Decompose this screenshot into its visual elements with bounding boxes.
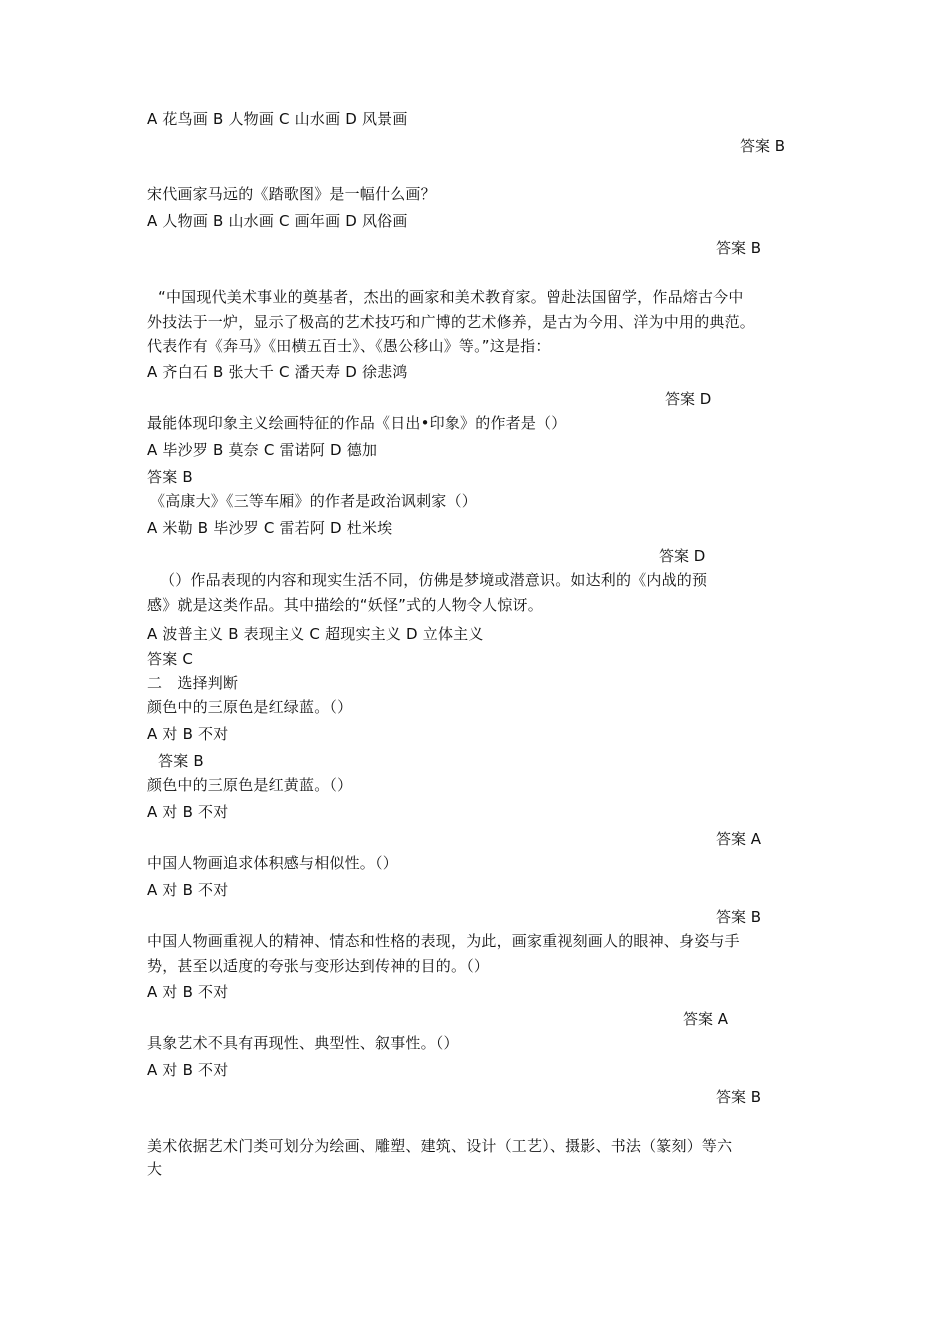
question-text: 中国人物画重视人的精神、情态和性格的表现，为此，画家重视刻画人的眼神、身姿与手 bbox=[147, 932, 740, 950]
answer-label: 答案 B bbox=[147, 468, 193, 486]
question-options: A 对 B 不对 bbox=[147, 1061, 229, 1079]
question-text: 代表作有《奔马》《田横五百士》、《愚公移山》等。”这是指： bbox=[147, 337, 551, 355]
question-text: 外技法于一炉，显示了极高的艺术技巧和广博的艺术修养，是古为今用、洋为中用的典范。 bbox=[147, 313, 756, 331]
question-options: A 米勒 B 毕沙罗 C 雷若阿 D 杜米埃 bbox=[147, 519, 393, 537]
answer-label: 答案 B bbox=[158, 752, 204, 770]
question-options: A 波普主义 B 表现主义 C 超现实主义 D 立体主义 bbox=[147, 625, 484, 643]
answer-label: 答案 B bbox=[740, 137, 786, 155]
question-text: “中国现代美术事业的奠基者，杰出的画家和美术教育家。曾赴法国留学，作品熔古今中 bbox=[158, 288, 744, 306]
question-options: A 对 B 不对 bbox=[147, 803, 229, 821]
question-options: A 对 B 不对 bbox=[147, 983, 229, 1001]
answer-label: 答案 D bbox=[665, 390, 712, 408]
answer-label: 答案 A bbox=[683, 1010, 729, 1028]
question-text: 势，甚至以适度的夸张与变形达到传神的目的。（） bbox=[147, 957, 490, 975]
question-options: A 对 B 不对 bbox=[147, 725, 229, 743]
question-text: 《高康大》《三等车厢》的作者是政治讽刺家（） bbox=[150, 492, 477, 510]
question-options: A 花鸟画 B 人物画 C 山水画 D 风景画 bbox=[147, 110, 408, 128]
section-heading: 二 选择判断 bbox=[147, 674, 239, 692]
question-text: （）作品表现的内容和现实生活不同，仿佛是梦境或潜意识。如达利的《内战的预 bbox=[160, 571, 708, 589]
answer-label: 答案 D bbox=[659, 547, 706, 565]
question-options: A 人物画 B 山水画 C 画年画 D 风俗画 bbox=[147, 212, 408, 230]
question-text: 大 bbox=[147, 1160, 163, 1178]
question-options: A 毕沙罗 B 莫奈 C 雷诺阿 D 德加 bbox=[147, 441, 378, 459]
question-text: 具象艺术不具有再现性、典型性、叙事性。（） bbox=[147, 1034, 459, 1052]
question-options: A 齐白石 B 张大千 C 潘天寿 D 徐悲鸿 bbox=[147, 363, 408, 381]
answer-label: 答案 B bbox=[716, 908, 762, 926]
question-text: 感》就是这类作品。其中描绘的“妖怪”式的人物令人惊讶。 bbox=[147, 596, 543, 614]
question-text: 宋代画家马远的《踏歌图》是一幅什么画？ bbox=[147, 185, 436, 203]
answer-label: 答案 B bbox=[716, 239, 762, 257]
answer-label: 答案 A bbox=[716, 830, 762, 848]
answer-label: 答案 C bbox=[147, 650, 194, 668]
answer-label: 答案 B bbox=[716, 1088, 762, 1106]
question-text: 美术依据艺术门类可划分为绘画、雕塑、建筑、设计（工艺）、摄影、书法（篆刻）等六 bbox=[147, 1137, 733, 1155]
question-text: 颜色中的三原色是红绿蓝。（） bbox=[147, 698, 353, 716]
question-text: 颜色中的三原色是红黄蓝。（） bbox=[147, 776, 353, 794]
question-options: A 对 B 不对 bbox=[147, 881, 229, 899]
question-text: 最能体现印象主义绘画特征的作品《日出•印象》的作者是（） bbox=[147, 414, 567, 432]
question-text: 中国人物画追求体积感与相似性。（） bbox=[147, 854, 398, 872]
